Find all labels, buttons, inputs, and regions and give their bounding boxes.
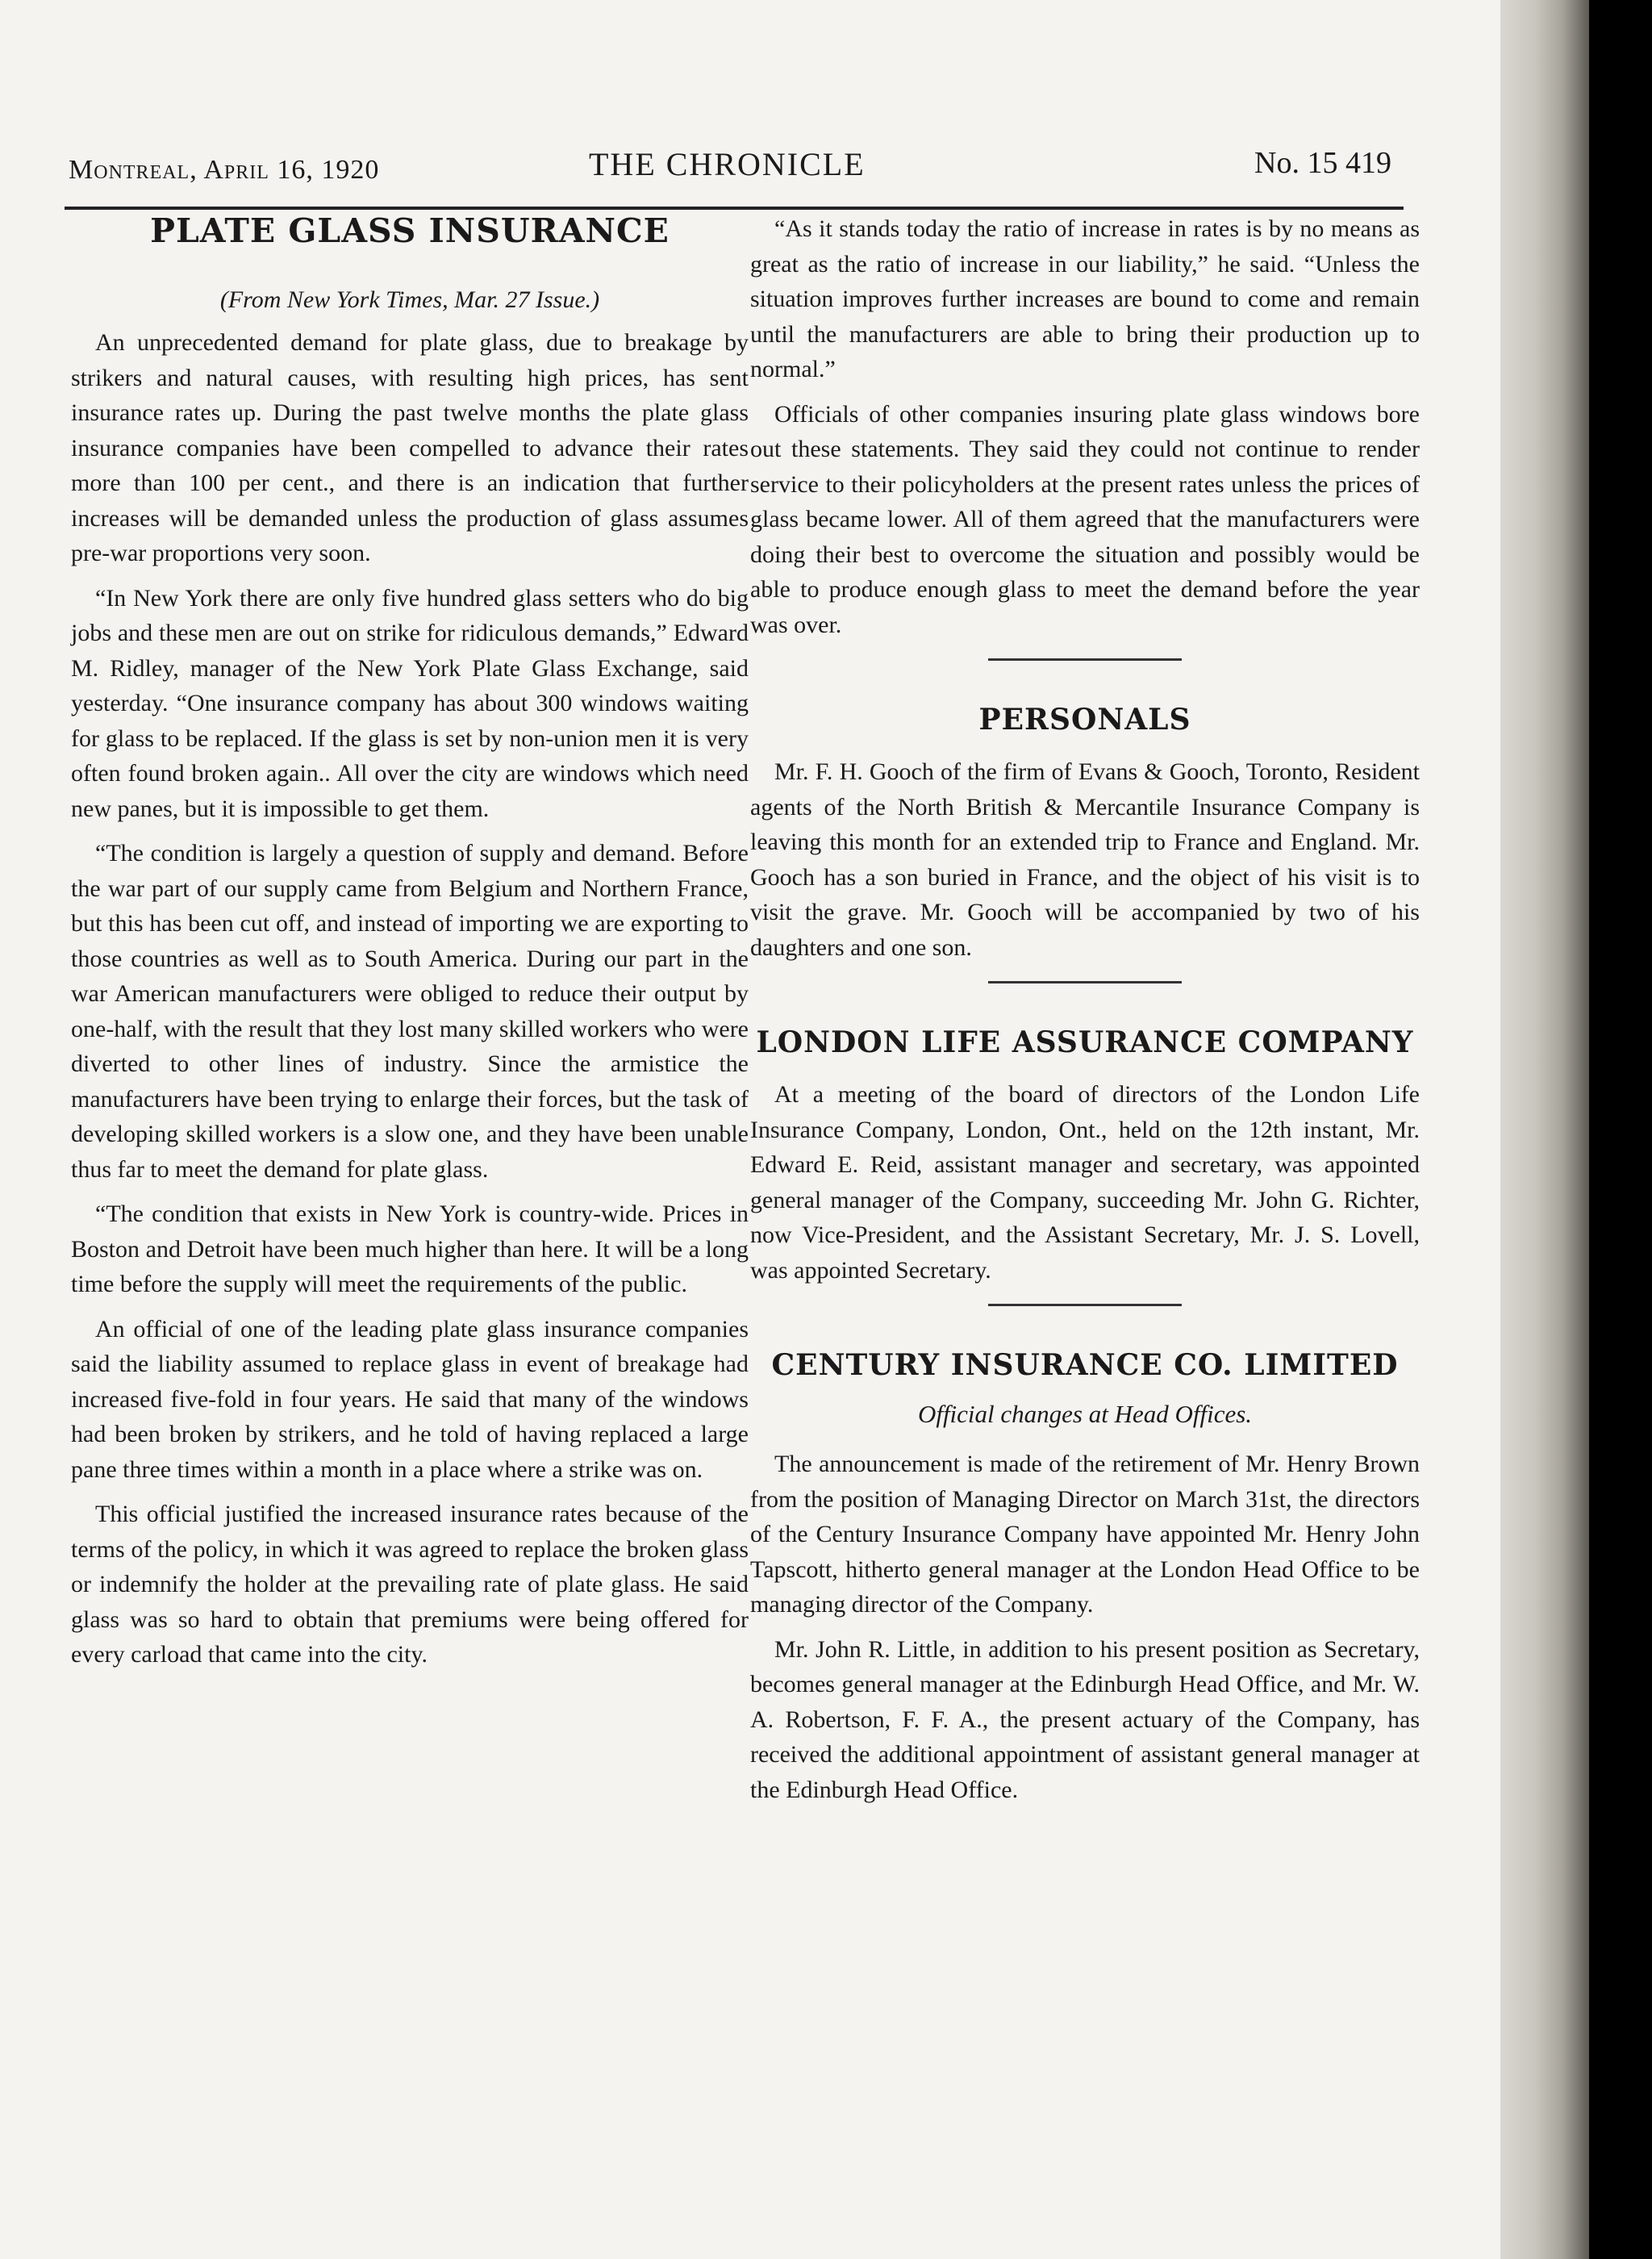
london-life-heading: LONDON LIFE ASSURANCE COMPANY [756, 1025, 1414, 1059]
section-divider [988, 981, 1182, 983]
right-column [750, 211, 1420, 1817]
paragraph: An official of one of the leading plate glass insurance companies said the liability assumed to replace glass in event of breakage had increased five-fold in four years. He said that many of the windows had been broken by strikers, and he told of having replaced a large pane three times within a month in a place where a strike was on. [71, 1315, 749, 1483]
header-date: Montreal, April 16, 1920 [69, 155, 380, 185]
section-divider [988, 1304, 1182, 1306]
paragraph: Mr. John R. Little, in addition to his present position as Secretary, becomes general manager at the Edinburgh Head Office, and Mr. W. A. Robertson, F. F. A., the present actuary of the Company, has received the additional appointment of assistant general manager at the Edinburgh Head Office. [750, 1635, 1420, 1803]
section-divider [988, 658, 1182, 661]
plate-glass-heading: PLATE GLASS INSURANCE [150, 211, 670, 250]
paragraph: “In New York there are only five hundred glass setters who do big jobs and these men are out on strike for ridiculous demands,” Edward M. Ridley, manager of the New York Plate Glass Exchange, said yesterday. “One insurance company has about 300 windows waiting for glass to be replaced. If the glass is set by non-union men it is very often found broken again.. All over the city are windows which need new panes, but it is impossible to get them. [71, 584, 749, 822]
paragraph: An unprecedented demand for plate glass, due to breakage by strikers and natural causes, with resulting high prices, has sent insurance rates up. During the past twelve months the plate glass insurance companies have been compelled to advance their rates more than 100 per cent., and there is an indication that further increases will be demanded unless the production of glass assumes pre-war proportions very soon. [71, 329, 749, 566]
century-heading: CENTURY INSURANCE CO. LIMITED [771, 1348, 1399, 1382]
century-subheading: Official changes at Head Offices. [917, 1400, 1253, 1428]
scan-border [1589, 0, 1652, 2259]
paragraph: At a meeting of the board of directors of the London Life Insurance Company, London, Ont., held on the 12th instant, Mr. Edward E. Reid, assistant manager and secretary, was appointed general manager of the Company, succeeding Mr. John G. Richter, now Vice-President, and the Assistant Secretary, Mr. J. S. Lovell, was appointed Secretary. [750, 1081, 1420, 1284]
paragraph: This official justified the increased insurance rates because of the terms of the policy, in which it was agreed to replace the broken glass or indemnify the holder at the prevailing rate of plate glass. He said glass was so hard to obtain that premiums were being offered for every carload that came into the city. [71, 1501, 749, 1668]
paragraph: The announcement is made of the retirement of Mr. Henry Brown from the position of Managing Director on March 31st, the directors of the Century Insurance Company have appointed Mr. Henry John Tapscott, hitherto general manager at the London Head Office to be managing director of the Company. [750, 1451, 1420, 1618]
header-rule [65, 207, 1404, 210]
header-title: THE CHRONICLE [589, 146, 866, 182]
paragraph: Mr. F. H. Gooch of the firm of Evans & Gooch, Toronto, Resident agents of the North British & Mercantile Insurance Company is leaving this month for an extended trip to France and England. Mr. Gooch has a son buried in France, and the object of his visit is to visit the grave. Mr. Gooch will be accompanied by two of his daughters and one son. [750, 758, 1420, 961]
header-page-number: No. 15 419 [1254, 146, 1391, 180]
personals-heading: PERSONALS [978, 703, 1191, 737]
paragraph: “The condition is largely a question of supply and demand. Before the war part of our supply came from Belgium and Northern France, but this has been cut off, and instead of importing we are exporting to those countries as well as to South America. During our part in the war American manufacturers were obliged to reduce their output by one-half, with the result that they lost many skilled workers who were diverted to other lines of industry. Since the armistice the manufacturers have been trying to enlarge their forces, but the task of developing skilled workers is a slow one, and they have been unable thus far to meet the demand for plate glass. [71, 840, 749, 1183]
left-column [71, 211, 749, 1682]
article-source: (From New York Times, Mar. 27 Issue.) [219, 286, 600, 313]
book-spine [1500, 0, 1589, 2259]
paragraph: Officials of other companies insuring plate glass windows bore out these statements. They said they could not continue to render service to their policyholders at the present rates unless the prices of glass became lower. All of them agreed that the manufacturers were doing their best to overcome the situation and possibly would be able to produce enough glass to meet the demand before the year was over. [750, 400, 1420, 638]
paragraph: “The condition that exists in New York is country-wide. Prices in Boston and Detroit have been much higher than here. It will be a long time before the supply will meet the requirements of the public. [71, 1200, 749, 1297]
paragraph: “As it stands today the ratio of increase in rates is by no means as great as the ratio of increase in our liability,” he said. “Unless the situation improves further increases are bound to come and remain until the manufacturers are able to bring their production up to normal.” [750, 215, 1420, 382]
running-header [69, 145, 1391, 194]
